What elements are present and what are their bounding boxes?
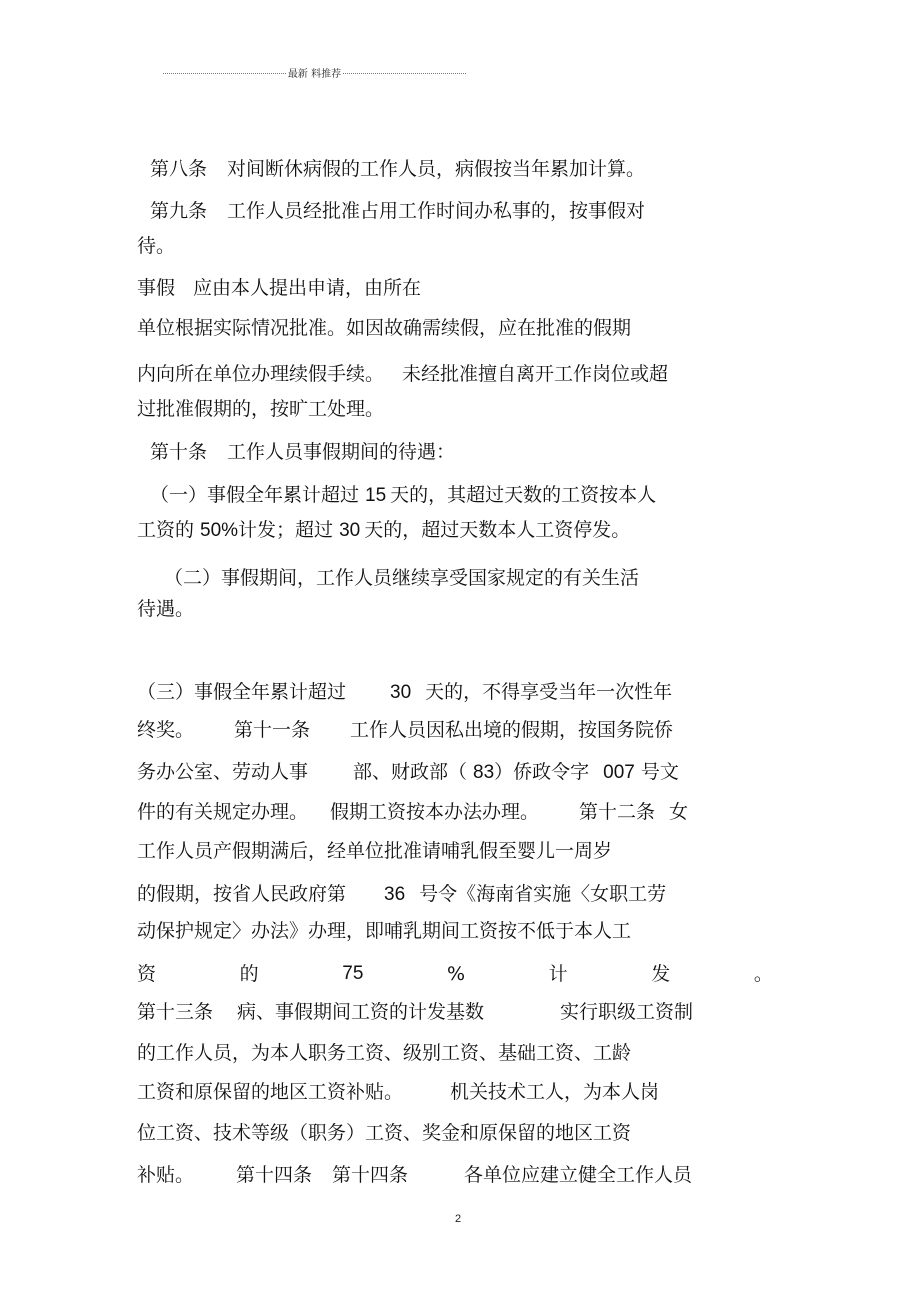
- body-line: 工资的 50%计发；超过 30 天的，超过天数本人工资停发。: [137, 519, 631, 541]
- body-line: 第九条 工作人员经批准占用工作时间办私事的，按事假对: [150, 200, 646, 222]
- body-line: 工资和原保留的地区工资补贴。 机关技术工人，为本人岗: [137, 1081, 660, 1103]
- body-line: 件的有关规定办理。 假期工资按本办法办理。 第十二条 女: [137, 801, 689, 823]
- body-line: 补贴。 第十四条 第十四条 各单位应建立健全工作人员: [137, 1164, 693, 1186]
- body-line: 动保护规定〉办法》办理，即哺乳期间工资按不低于本人工: [137, 920, 632, 942]
- page-number: 2: [455, 1213, 462, 1225]
- body-line: 务办公室、劳动人事 部、财政部（ 83）侨政令字 007 号文: [137, 761, 679, 783]
- body-line-justified: 资 的 75 % 计 发 。: [137, 963, 773, 985]
- body-line: 内向所在单位办理续假手续。 未经批准擅自离开工作岗位或超: [137, 363, 669, 385]
- body-line: 工作人员产假期满后，经单位批准请哺乳假至婴儿一周岁: [137, 840, 613, 862]
- header-text: 最新 料推荐: [287, 68, 342, 80]
- body-line: 单位根据实际情况批准。如因故确需续假，应在批准的假期: [137, 317, 632, 339]
- body-line: 待遇。: [137, 598, 195, 620]
- body-line: 的假期，按省人民政府第 36 号令《海南省实施〈女职工劳: [137, 883, 667, 905]
- header-dots-right: [343, 73, 466, 74]
- header-dots-left: [163, 73, 286, 74]
- body-line: （三）事假全年累计超过 30 天的，不得享受当年一次性年: [137, 681, 673, 703]
- body-line: 第八条 对间断休病假的工作人员，病假按当年累加计算。: [150, 158, 646, 180]
- body-line: 第十三条 病、事假期间工资的计发基数 实行职级工资制: [137, 1001, 694, 1023]
- body-line: 过批准假期的，按旷工处理。: [137, 398, 385, 420]
- body-line: 的工作人员，为本人职务工资、级别工资、基础工资、工龄: [137, 1042, 632, 1064]
- body-line: 第十条 工作人员事假期间的待遇：: [150, 441, 456, 463]
- body-line: 待。: [137, 235, 176, 257]
- body-line: （二）事假期间，工作人员继续享受国家规定的有关生活: [164, 567, 640, 589]
- body-line: 事假 应由本人提出申请，由所在: [137, 277, 422, 299]
- page-header: [163, 64, 466, 80]
- body-line: 终奖。 第十一条 工作人员因私出境的假期，按国务院侨: [137, 719, 674, 741]
- body-line: 位工资、技术等级（职务）工资、奖金和原保留的地区工资: [137, 1122, 632, 1144]
- body-line: （一）事假全年累计超过 15 天的，其超过天数的工资按本人: [150, 484, 657, 506]
